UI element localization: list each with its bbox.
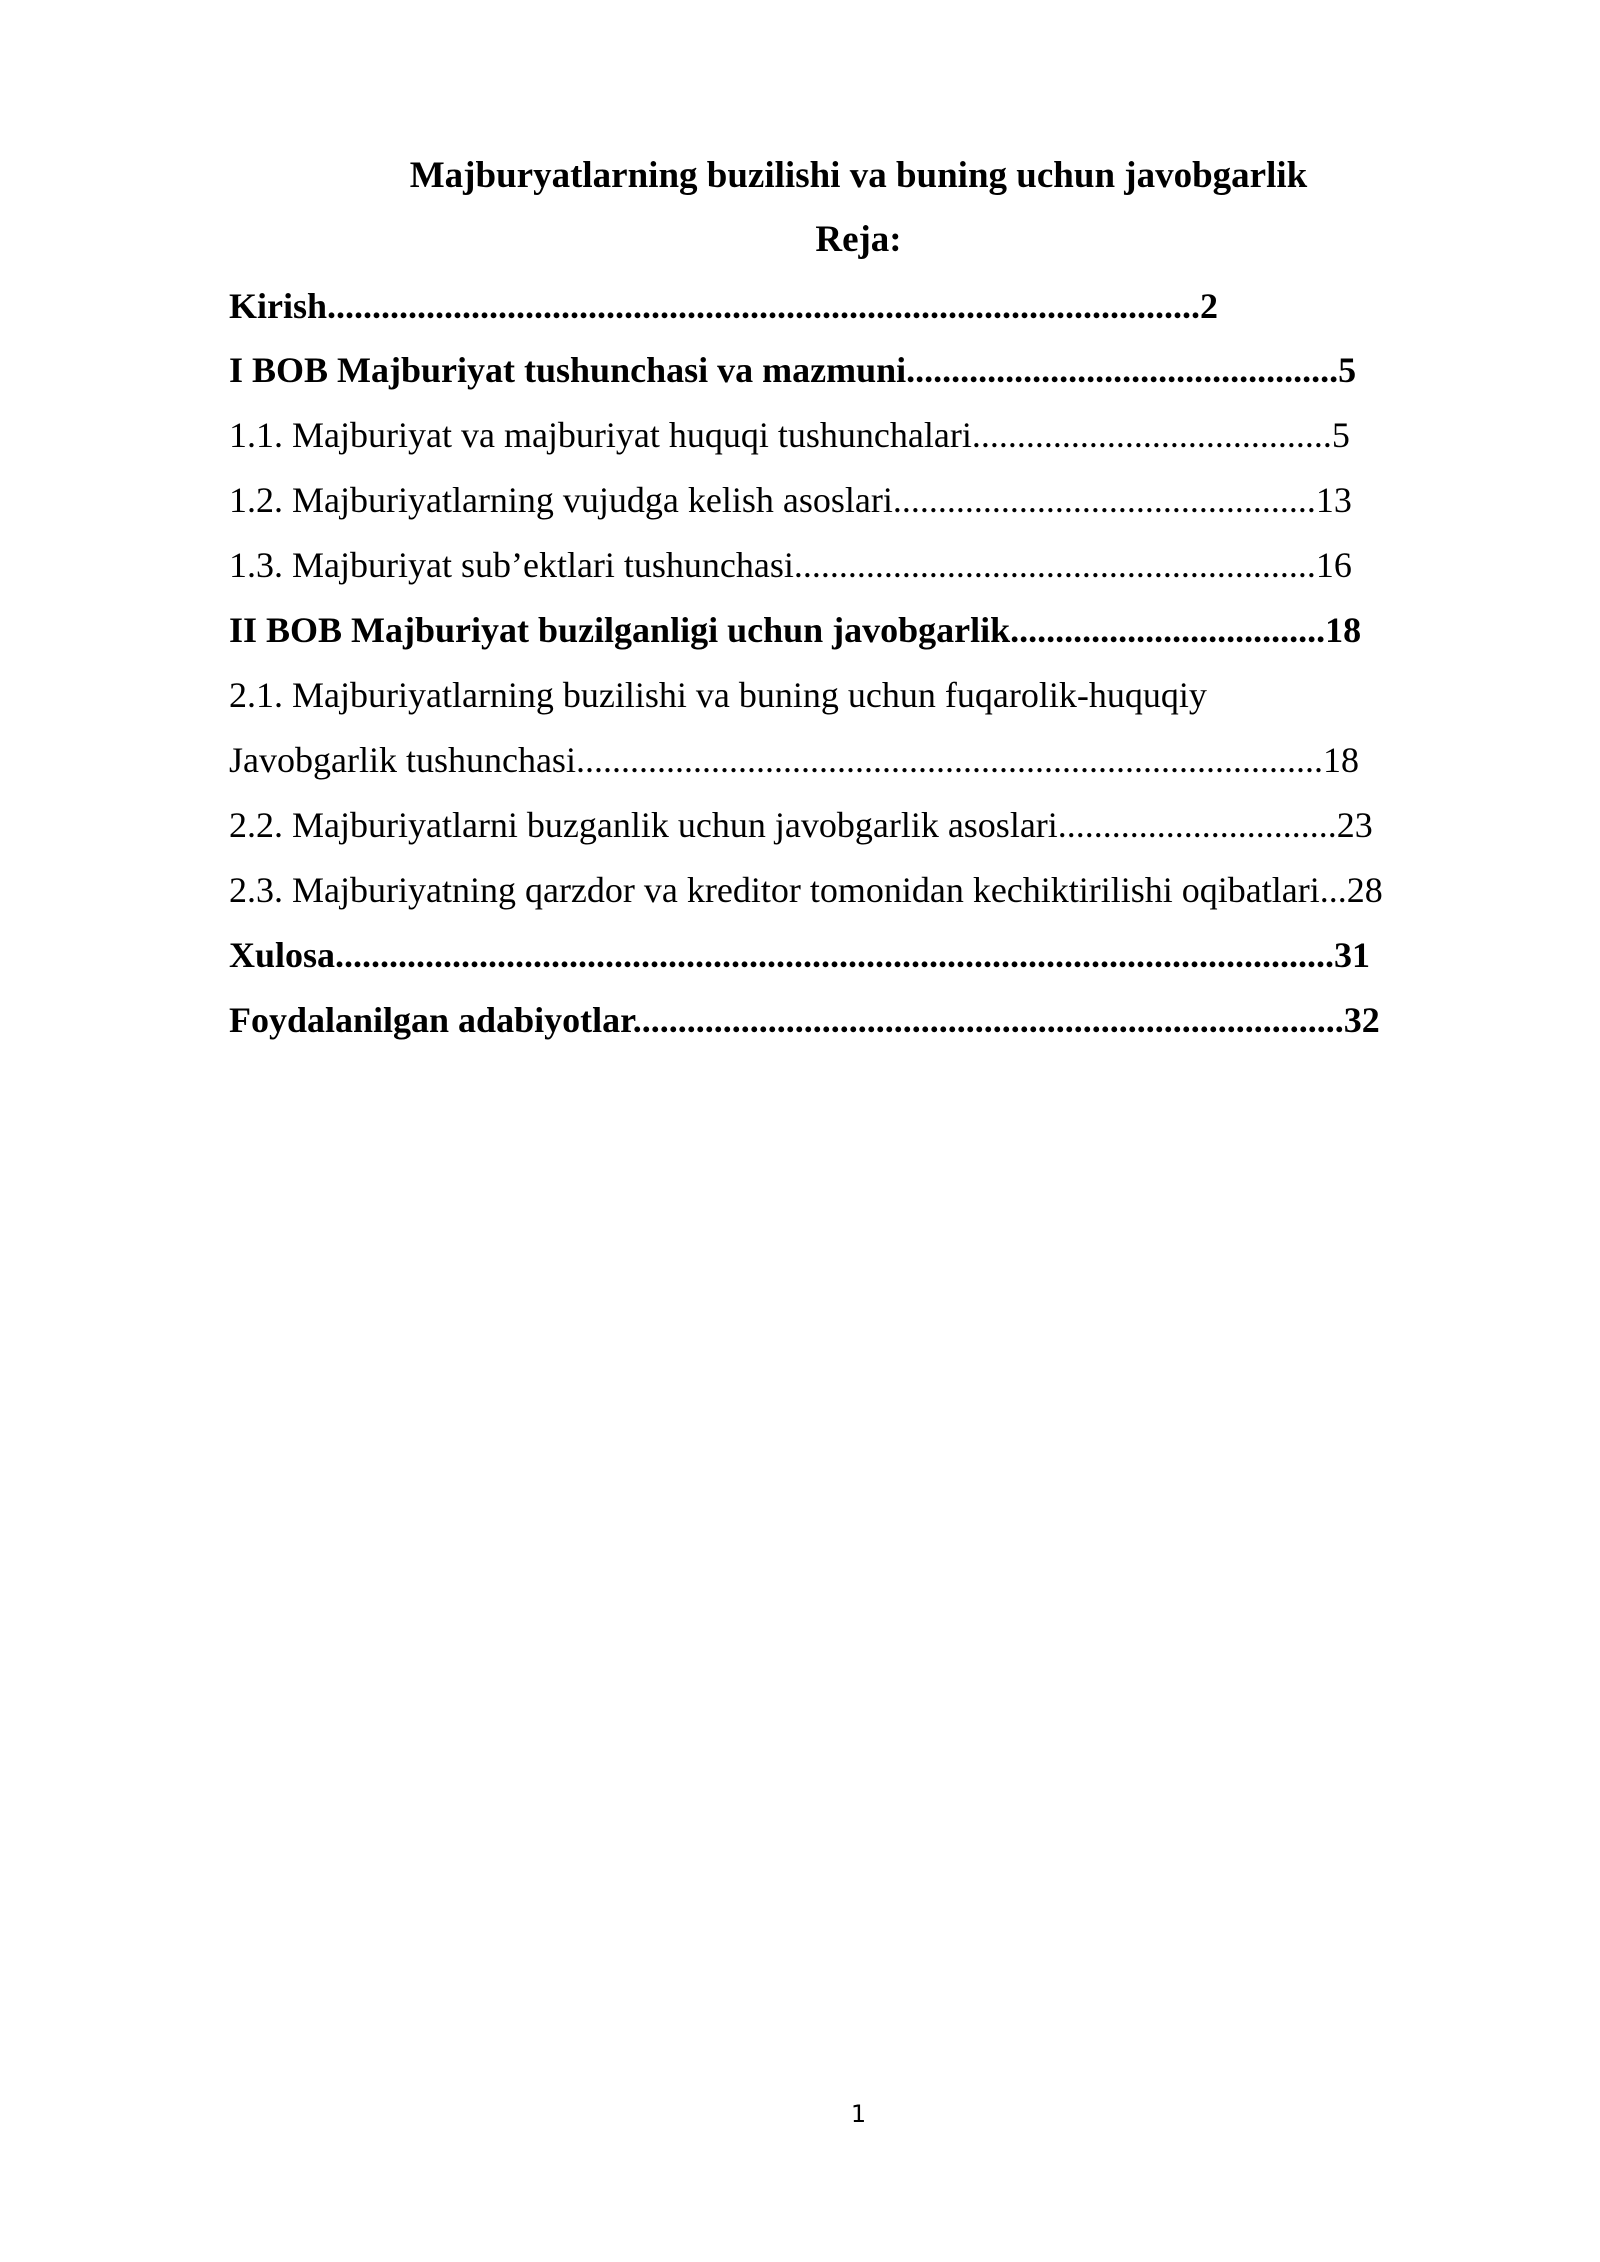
toc-entry-2-1-line-2: Javobgarlik tushunchasi...................................................................................18: [229, 740, 1359, 780]
toc-entry-1-1: 1.1. Majburiyat va majburiyat huquqi tushunchalari........................................5: [229, 415, 1350, 455]
toc-entry-2-2: 2.2. Majburiyatlarni buzganlik uchun javobgarlik asoslari...............................23: [229, 805, 1373, 845]
toc-entry-chapter-1: I BOB Majburiyat tushunchasi va mazmuni................................................5: [229, 350, 1357, 390]
toc-entry-1-2: 1.2. Majburiyatlarning vujudga kelish asoslari...............................................13: [229, 480, 1352, 520]
toc-entry-xulosa: Xulosa...............................................................................................................31: [229, 935, 1371, 975]
toc-entry-2-3: 2.3. Majburiyatning qarzdor va kreditor tomonidan kechiktirilishi oqibatlari...28: [229, 870, 1383, 910]
toc-entry-references: Foydalanilgan adabiyotlar...............................................................................32: [229, 1000, 1380, 1040]
document-title: Majburyatlarning buzilishi va buning uchun javobgarlik: [409, 155, 1308, 196]
page-number: 1: [850, 2100, 867, 2128]
toc-entry-chapter-2: II BOB Majburiyat buzilganligi uchun javobgarlik...................................18: [229, 610, 1362, 650]
plan-heading: Reja:: [815, 219, 902, 260]
toc-entry-kirish: Kirish.................................................................................................2: [229, 286, 1219, 326]
toc-entry-2-1-line-1: 2.1. Majburiyatlarning buzilishi va buning uchun fuqarolik-huquqiy: [229, 675, 1207, 715]
toc-entry-1-3: 1.3. Majburiyat sub’ektlari tushunchasi..........................................................16: [229, 545, 1352, 585]
